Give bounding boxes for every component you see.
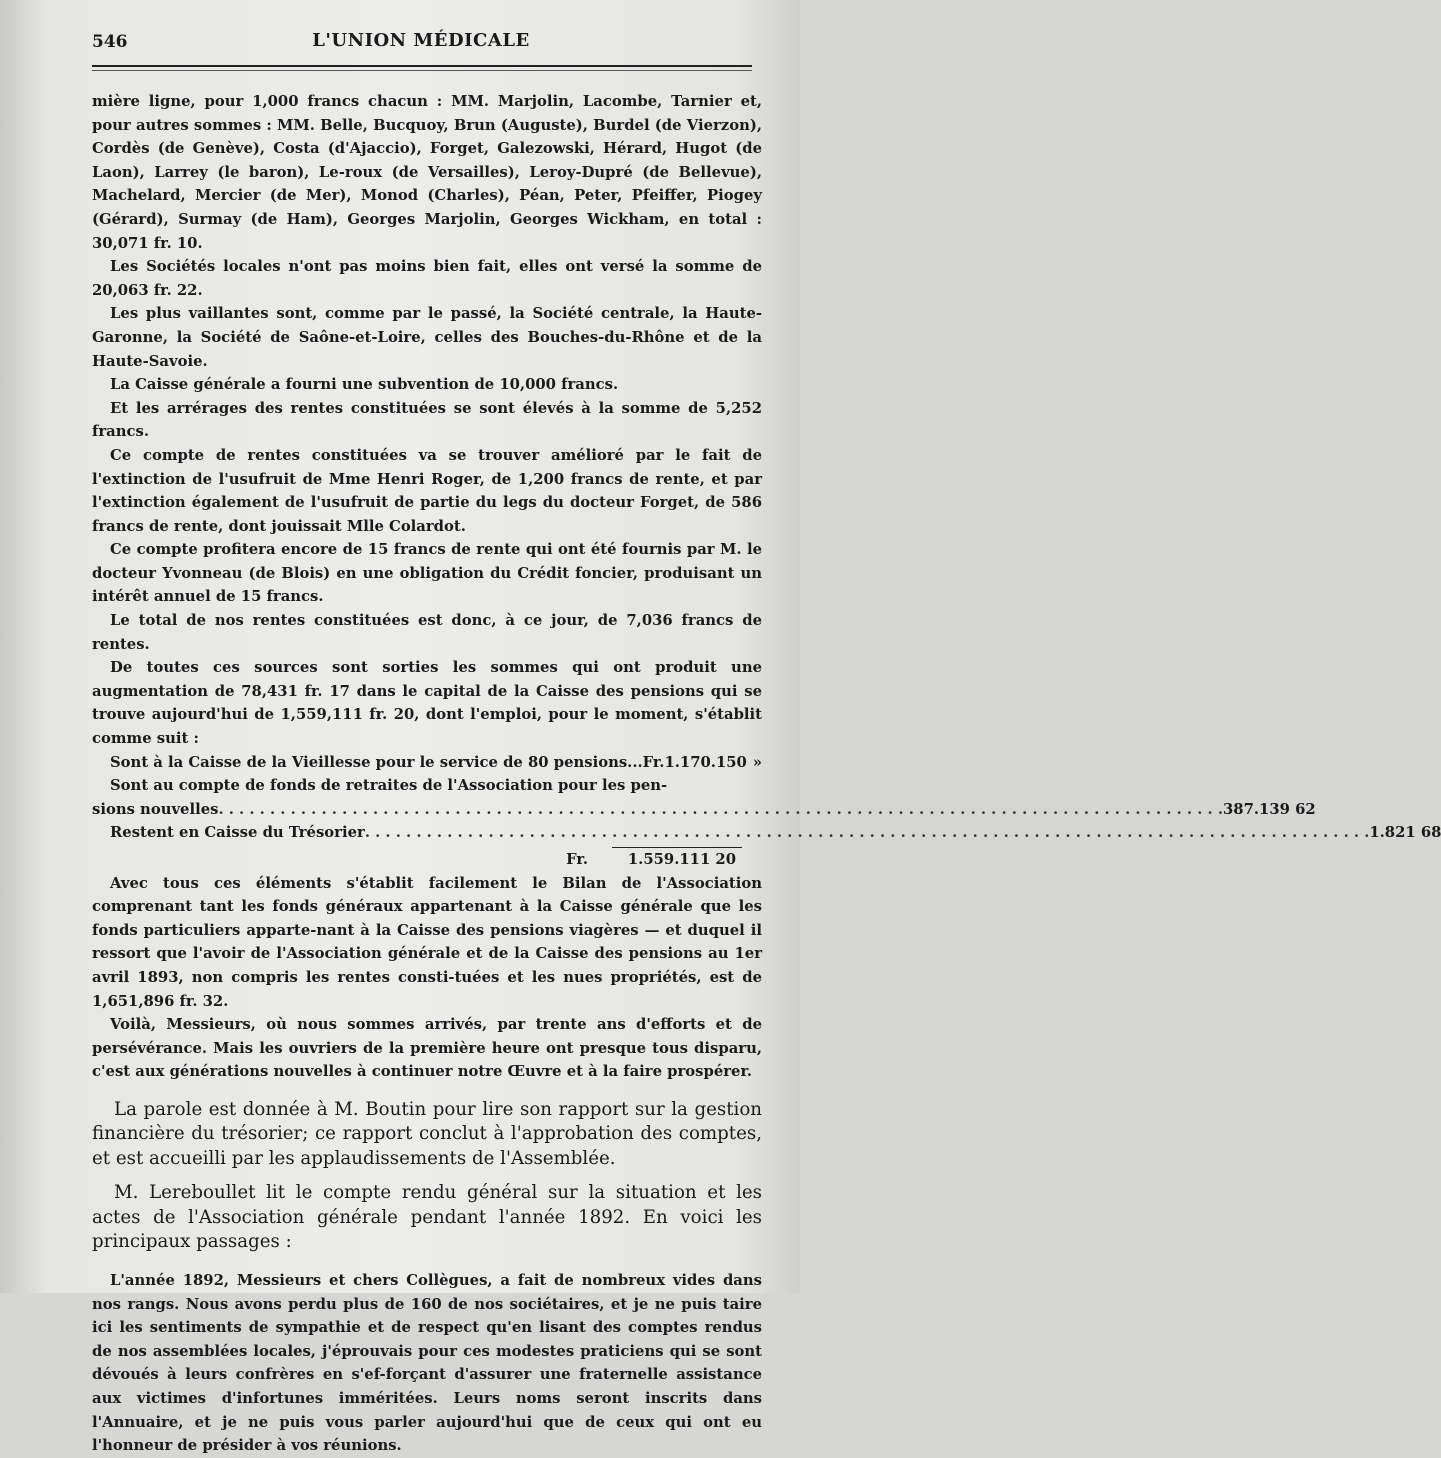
paragraph-yvonneau: Ce compte profitera encore de 15 francs de rente qui ont été fournis par M. le docteur Yvonneau (de Blois) en une obligation du Crédit foncier, produisant un intérêt annuel de 15 francs.: [92, 541, 762, 606]
header-rule-thin: [92, 70, 752, 71]
ledger-label: Sont au compte de fonds de retraites de l'Association pour les pen-: [110, 777, 668, 795]
paragraph-capital: De toutes ces sources sont sorties les sommes qui ont produit une augmentation de 78,431 fr. 17 dans le capital de la Caisse des pensions qui se trouve aujourd'hui de 1,559,111 fr. 20, dont l'emploi, pour le moment, s'établit comme suit :: [92, 659, 762, 748]
header-rule: [92, 65, 752, 67]
ledger-label: Sont à la Caisse de la Vieillesse pour le service de 80 pensions...Fr.: [110, 753, 665, 771]
ledger-amount: 387.139 62: [1223, 800, 1316, 818]
body-text: [92, 90, 1441, 1458]
paragraph-speech: L'année 1892, Messieurs et chers Collègues, a fait de nombreux vides dans nos rangs. Nous avons perdu plus de 160 de nos sociétaires, et je ne puis taire ici les sentiments de sympathie et de respect qu'en lisant des comptes rendus de nos assemblées locales, j'éprouvais pour ces modestes praticiens qui se sont dévoués à leurs confrères en s'ef-forçant d'assurer une fraternelle assistance aux victimes d'infortunes imméritées. Leurs noms seront inscrits dans l'Annuaire, et je ne puis vous parler aujourd'hui que de ceux qui ont eu l'honneur de présider à vos réunions.: [92, 1271, 762, 1455]
paragraph-balance: Avec tous ces éléments s'établit facilement le Bilan de l'Association comprenant tant les fonds généraux appartenant à la Caisse générale que les fonds particuliers apparte-nant à la Caisse des pensions viagères — et duquel il ressort que l'avoir de l'Association générale et de la Caisse des pensions au 1er avril 1893, non compris les rentes consti-tuées et les nues propriétés, est de 1,651,896 fr. 32.: [92, 874, 762, 1010]
ledger-amount: 1.170.150: [664, 753, 747, 771]
paragraph-rent-account: Ce compte de rentes constituées va se trouver amélioré par le fait de l'extinction de l'usufruit de Mme Henri Roger, de 1,200 francs de rente, et par l'extinction également de l'usufruit de partie du legs du docteur Forget, de 586 francs de rente, dont jouissait Mlle Colardot.: [92, 446, 762, 535]
ledger-row: [92, 751, 762, 775]
paragraph-subvention: La Caisse générale a fourni une subvention de 10,000 francs.: [110, 376, 619, 394]
paragraph-boutin: La parole est donnée à M. Boutin pour lire son rapport sur la gestion financière du trésorier; ce rapport conclut à l'approbation des comptes, et est accueilli par les applaudissements de l'Assemblée.: [92, 1098, 762, 1169]
dot-leader: [365, 821, 1370, 845]
paragraph-valiant-societies: Les plus vaillantes sont, comme par le passé, la Société centrale, la Haute-Garonne, la Société de Saône-et-Loire, celles des Bouches-du-Rhône et de la Haute-Savoie.: [92, 305, 762, 370]
ledger-row: [92, 821, 1441, 845]
ledger-total-currency: Fr.: [566, 851, 588, 868]
ledger-total-row: [92, 848, 762, 872]
paragraph-rent-total: Le total de nos rentes constituées est donc, à ce jour, de 7,036 francs de rentes.: [92, 612, 762, 653]
page-header: [92, 30, 750, 60]
ledger-row: [92, 774, 762, 798]
ledger-amount: 1.821 68: [1369, 824, 1441, 842]
ledger-label: Restent en Caisse du Trésorier: [110, 824, 365, 842]
paragraph-donors: mière ligne, pour 1,000 francs chacun : MM. Marjolin, Lacombe, Tarnier et, pour autres sommes : MM. Belle, Bucquoy, Brun (Auguste), Burdel (de Vierzon), Cordès (de Genève), Costa (d'Ajaccio), Forget, Galezowski, Hérard, Hugot (de Laon), Larrey (le baron), Le-roux (de Versailles), Leroy-Dupré (de Bellevue), Machelard, Mercier (de Mer), Monod (Charles), Péan, Peter, Pfeiffer, Piogey (Gérard), Surmay (de Ham), Georges Marjolin, Georges Wickham, en total : 30,071 fr. 10.: [92, 93, 762, 252]
paragraph-conclusion: Voilà, Messieurs, où nous sommes arrivés, par trente ans d'efforts et de persévérance. Mais les ouvriers de la première heure ont presque tous disparu, c'est aux générations nouvelles à continuer notre Œuvre et à la faire prospérer.: [92, 1016, 762, 1081]
ledger: [92, 751, 1441, 872]
paragraph-local-societies: Les Sociétés locales n'ont pas moins bien fait, elles ont versé la somme de 20,063 fr. 22.: [92, 258, 762, 299]
ledger-label: sions nouvelles: [92, 800, 219, 818]
paragraph-lereboullet: M. Lereboullet lit le compte rendu général sur la situation et les actes de l'Association générale pendant l'année 1892. En voici les principaux passages :: [92, 1182, 762, 1253]
ledger-total-amount: 1.559.111 20: [627, 851, 736, 868]
ledger-row: [92, 798, 1316, 822]
page-number: 546: [92, 32, 128, 52]
dot-leader: [218, 798, 1223, 822]
running-title: L'UNION MÉDICALE: [312, 30, 530, 51]
ledger-suffix: »: [752, 753, 762, 771]
paragraph-arrears: Et les arrérages des rentes constituées se sont élevés à la somme de 5,252 francs.: [92, 399, 762, 441]
